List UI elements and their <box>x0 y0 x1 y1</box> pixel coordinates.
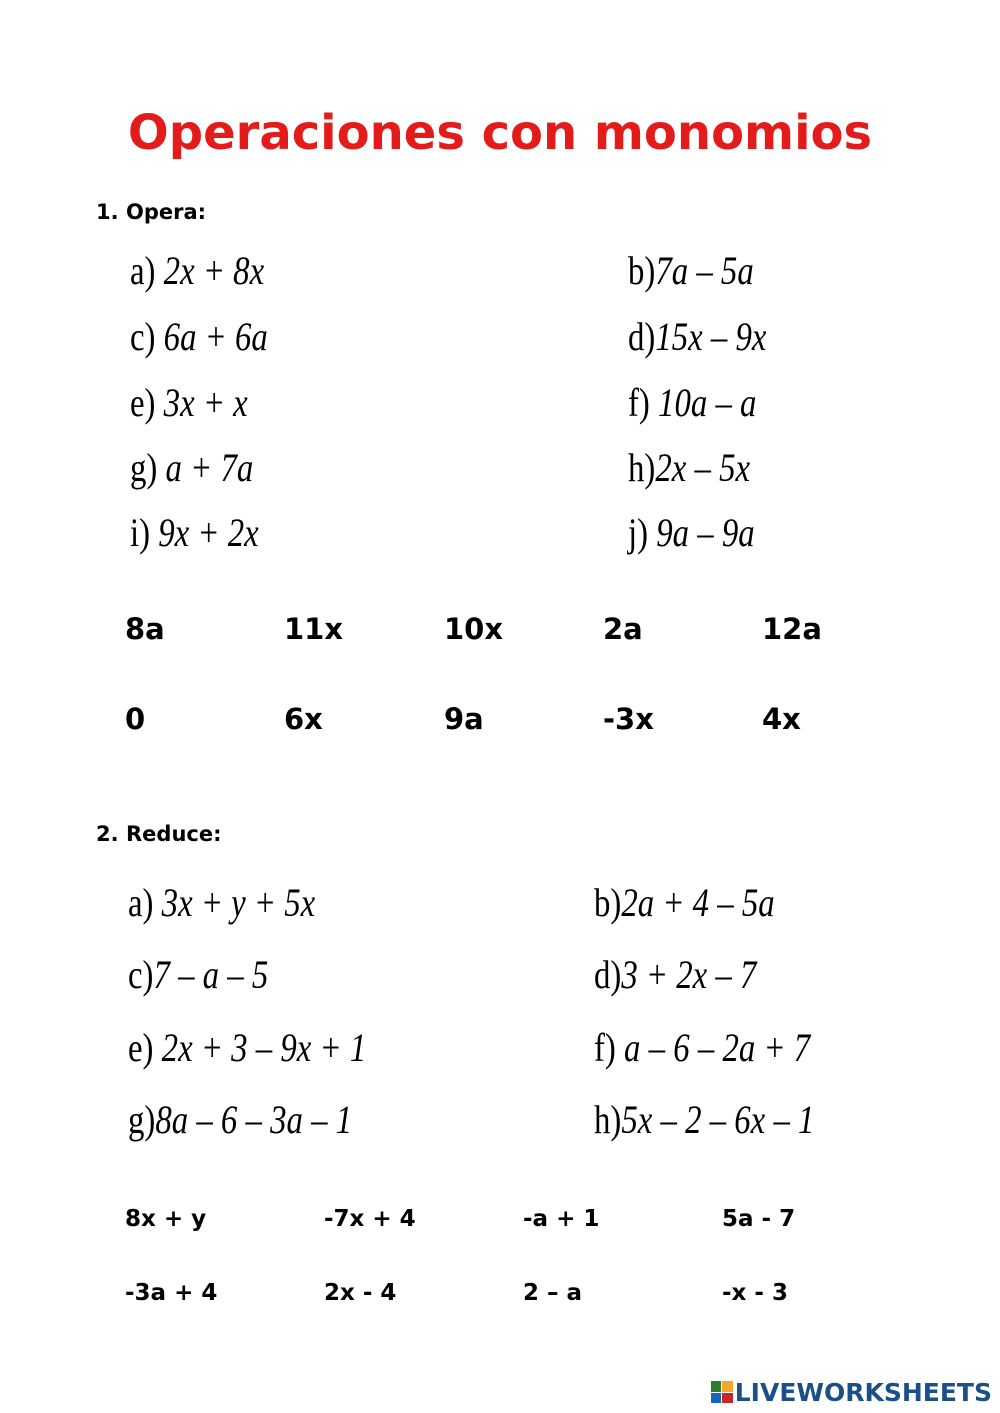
liveworksheets-logo-text: LIVEWORKSHEETS <box>734 1377 992 1407</box>
exercise-1i: i) 9x + 2x <box>130 510 259 555</box>
liveworksheets-logo <box>711 1377 992 1407</box>
exercise-1f: f) 10a – a <box>628 380 757 425</box>
answer-option[interactable]: -3a + 4 <box>125 1280 218 1306</box>
answer-option[interactable]: 9a <box>444 702 484 736</box>
answer-option[interactable]: 2x - 4 <box>324 1280 397 1306</box>
exercise-2c: c)7 – a – 5 <box>128 952 269 997</box>
exercise-1c: c) 6a + 6a <box>130 314 268 359</box>
exercise-1h: h)2x – 5x <box>628 445 751 490</box>
exercise-1b: b)7a – 5a <box>628 248 754 293</box>
exercise-2f: f) a – 6 – 2a + 7 <box>594 1025 811 1070</box>
answer-option[interactable]: 5a - 7 <box>722 1206 796 1232</box>
exercise-2d: d)3 + 2x – 7 <box>594 952 757 997</box>
exercise-2e: e) 2x + 3 – 9x + 1 <box>128 1025 367 1070</box>
liveworksheets-logo-icon <box>711 1381 733 1403</box>
exercise-1a: a) 2x + 8x <box>130 248 265 293</box>
answer-option[interactable]: 11x <box>284 612 344 646</box>
exercise-1g: g) a + 7a <box>130 445 254 490</box>
exercise-2g: g)8a – 6 – 3a – 1 <box>128 1097 353 1142</box>
section-1-number: 1. <box>96 200 119 224</box>
answer-option[interactable]: 8x + y <box>125 1206 207 1232</box>
answer-option[interactable]: 0 <box>125 702 146 736</box>
exercise-2h: h)5x – 2 – 6x – 1 <box>594 1097 815 1142</box>
section-2-title: Reduce: <box>126 822 222 846</box>
exercise-2b: b)2a + 4 – 5a <box>594 880 775 925</box>
answer-option[interactable]: -7x + 4 <box>324 1206 416 1232</box>
exercise-1d: d)15x – 9x <box>628 314 767 359</box>
answer-option[interactable]: 8a <box>125 612 165 646</box>
answer-option[interactable]: 2a <box>603 612 643 646</box>
section-2-number: 2. <box>96 822 119 846</box>
answer-option[interactable]: 12a <box>762 612 822 646</box>
section-1-heading <box>96 200 206 224</box>
page-title: Operaciones con monomios <box>127 105 873 161</box>
answer-option[interactable]: -a + 1 <box>523 1206 600 1232</box>
exercise-1j: j) 9a – 9a <box>628 510 755 555</box>
answer-option[interactable]: -3x <box>603 702 654 736</box>
answer-option[interactable]: -x - 3 <box>722 1280 788 1306</box>
section-1-title: Opera: <box>126 200 207 224</box>
answer-option[interactable]: 10x <box>444 612 504 646</box>
answer-option[interactable]: 2 – a <box>523 1280 583 1306</box>
section-2-heading <box>96 822 221 846</box>
exercise-2a: a) 3x + y + 5x <box>128 880 316 925</box>
answer-option[interactable]: 4x <box>762 702 801 736</box>
exercise-1e: e) 3x + x <box>130 380 248 425</box>
answer-option[interactable]: 6x <box>284 702 323 736</box>
